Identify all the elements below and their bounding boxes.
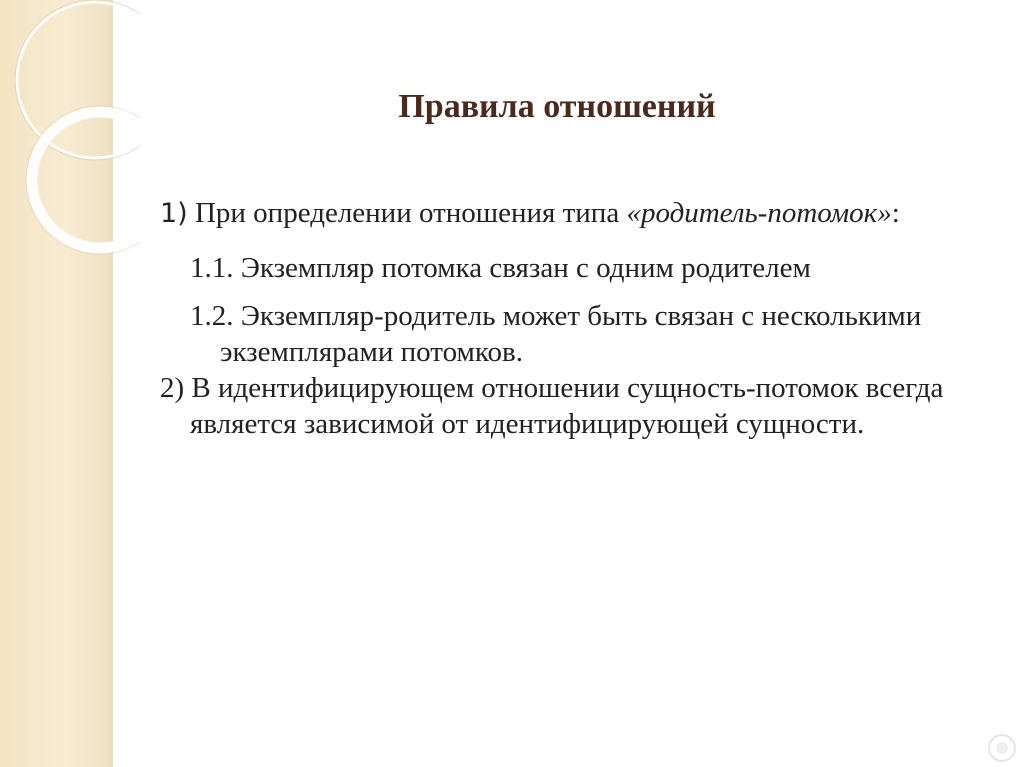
rule-1-1: 1.1. Экземпляр потомка связан с одним родителем [190, 252, 811, 284]
watermark-logo-icon [910, 731, 1020, 765]
rule-1-2: 1.2. Экземпляр-родитель может быть связан с несколькими экземплярами потомков. [190, 300, 922, 368]
rule-2: 2) В идентифицирующем отношении сущность-потомок всегда является зависимой от идентифицирующей сущности. [160, 372, 944, 440]
rule-1-text: При определении отношения типа [187, 197, 627, 229]
slide-title: Правила отношений [398, 88, 716, 125]
rule-1-number: 1) [160, 198, 188, 229]
rule-1-colon: : [891, 197, 900, 229]
rule-1-term: «родитель-потомок» [626, 197, 892, 229]
decorative-circles-icon [0, 0, 140, 320]
rules-body [160, 195, 960, 442]
rule-1 [160, 195, 960, 232]
